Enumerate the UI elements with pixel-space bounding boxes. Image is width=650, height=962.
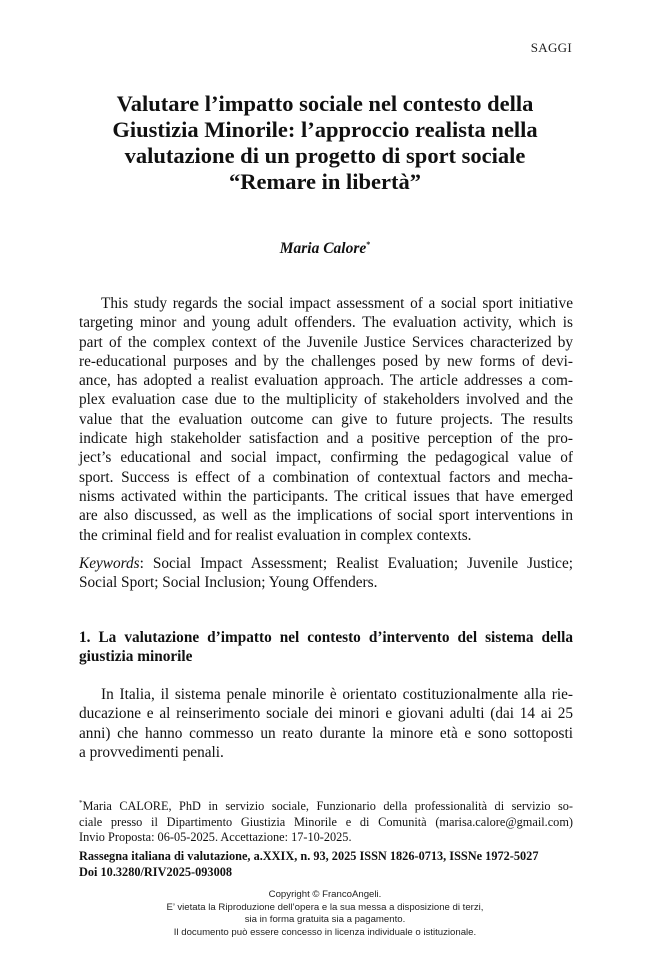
- author-name: [80, 240, 570, 258]
- abstract-line: the criminal field and for realist evaluation in complex contexts.: [79, 526, 472, 544]
- paragraph-line: ducazione e al reinserimento sociale dei minori e giovani adulti (dai 14 ai 25: [79, 705, 573, 723]
- copyright-line: E’ vietata la Riproduzione dell’opera e la sua messa a disposizione di terzi,: [166, 901, 484, 913]
- title-line: Valutare l’impatto sociale nel contesto della: [116, 91, 534, 116]
- abstract-line: are also discussed, as well as the implications of social sport interventions in: [79, 507, 573, 525]
- body-paragraph: [79, 685, 573, 762]
- keywords-line: [79, 554, 573, 573]
- paragraph-line: anni) che hanno commesso un reato durante la minore età e sono sottoposti: [79, 724, 573, 742]
- keywords-label: Keywords: [79, 555, 140, 572]
- copyright-line: Il documento può essere concesso in licenza individuale o istituzionale.: [173, 926, 477, 938]
- abstract-line: This study regards the social impact assessment of a social sport initiative: [101, 295, 573, 312]
- keywords-line: Social Sport; Social Inclusion; Young Offenders.: [79, 574, 378, 592]
- author-footnote: [79, 796, 573, 846]
- copyright-line: sia in forma gratuita sia a pagamento.: [244, 914, 406, 925]
- abstract: [79, 294, 573, 545]
- section-heading-line: 1. La valutazione d’impatto nel contesto d’intervento del sistema della: [79, 629, 573, 646]
- journal-citation-line: Rassegna italiana di valutazione, a.XXIX, n. 93, 2025 ISSN 1826-0713, ISSNe 1972-5027: [79, 849, 539, 863]
- abstract-line: sport. Success is effect of a combination of contextual factors and mecha-: [79, 468, 573, 486]
- abstract-line: indicate high stakeholder satisfaction and a positive perception of the pro-: [79, 430, 573, 448]
- paragraph-line: In Italia, il sistema penale minorile è orientato costituzionalmente alla rie-: [101, 686, 573, 703]
- footnote-line: Invio Proposta: 06-05-2025. Accettazione: 17-10-2025.: [79, 830, 352, 844]
- copyright-notice: [100, 889, 550, 939]
- copyright-line: Copyright © FrancoAngeli.: [268, 889, 382, 900]
- article-title: [80, 91, 570, 195]
- abstract-line: nisms activated within the participants. The critical issues that have emerged: [79, 487, 573, 505]
- section-tag: SAGGI: [530, 40, 572, 55]
- footnote-line: [79, 796, 573, 815]
- author-name-text: Maria Calore: [279, 240, 367, 257]
- title-line: valutazione di un progetto di sport sociale: [124, 143, 526, 168]
- section-heading-line: giustizia minorile: [79, 648, 193, 666]
- keywords: [79, 554, 573, 593]
- abstract-line: targeting minor and young adult offenders. The evaluation activity, which is: [79, 314, 573, 332]
- abstract-line: value that the evaluation outcome can give to future projects. The results: [79, 410, 573, 428]
- abstract-line: re-educational purposes and by the challenges posed by new forms of devi-: [79, 352, 573, 370]
- doi-line: Doi 10.3280/RIV2025-093008: [79, 864, 233, 879]
- title-line: “Remare in libertà”: [228, 169, 422, 194]
- keywords-list-part1: : Social Impact Assessment; Realist Evaluation; Juvenile Justice;: [139, 555, 573, 572]
- abstract-line: ance, has adopted a realist evaluation approach. The article addresses a com-: [79, 372, 573, 390]
- title-line: Giustizia Minorile: l’approccio realista nella: [112, 117, 538, 142]
- abstract-line: plex evaluation case due to the multiplicity of stakeholders involved and the: [79, 391, 573, 409]
- author-footnote-mark: *: [366, 240, 371, 249]
- paragraph-line: a provvedimenti penali.: [79, 743, 224, 761]
- footnote-mark: *: [79, 799, 83, 807]
- footnote-line-text: Maria CALORE, PhD in servizio sociale, Funzionario della professionalità di servizio so-: [82, 799, 573, 813]
- footnote-line: ciale presso il Dipartimento Giustizia Minorile e di Comunità (marisa.calore@gmail.com): [79, 814, 573, 829]
- abstract-line: ject’s educational and social impact, confirming the pedagogical value of: [79, 449, 573, 467]
- section-heading: [79, 628, 573, 667]
- journal-citation: [79, 849, 573, 880]
- abstract-line: part of the complex context of the Juvenile Justice Services characterized by: [79, 333, 573, 351]
